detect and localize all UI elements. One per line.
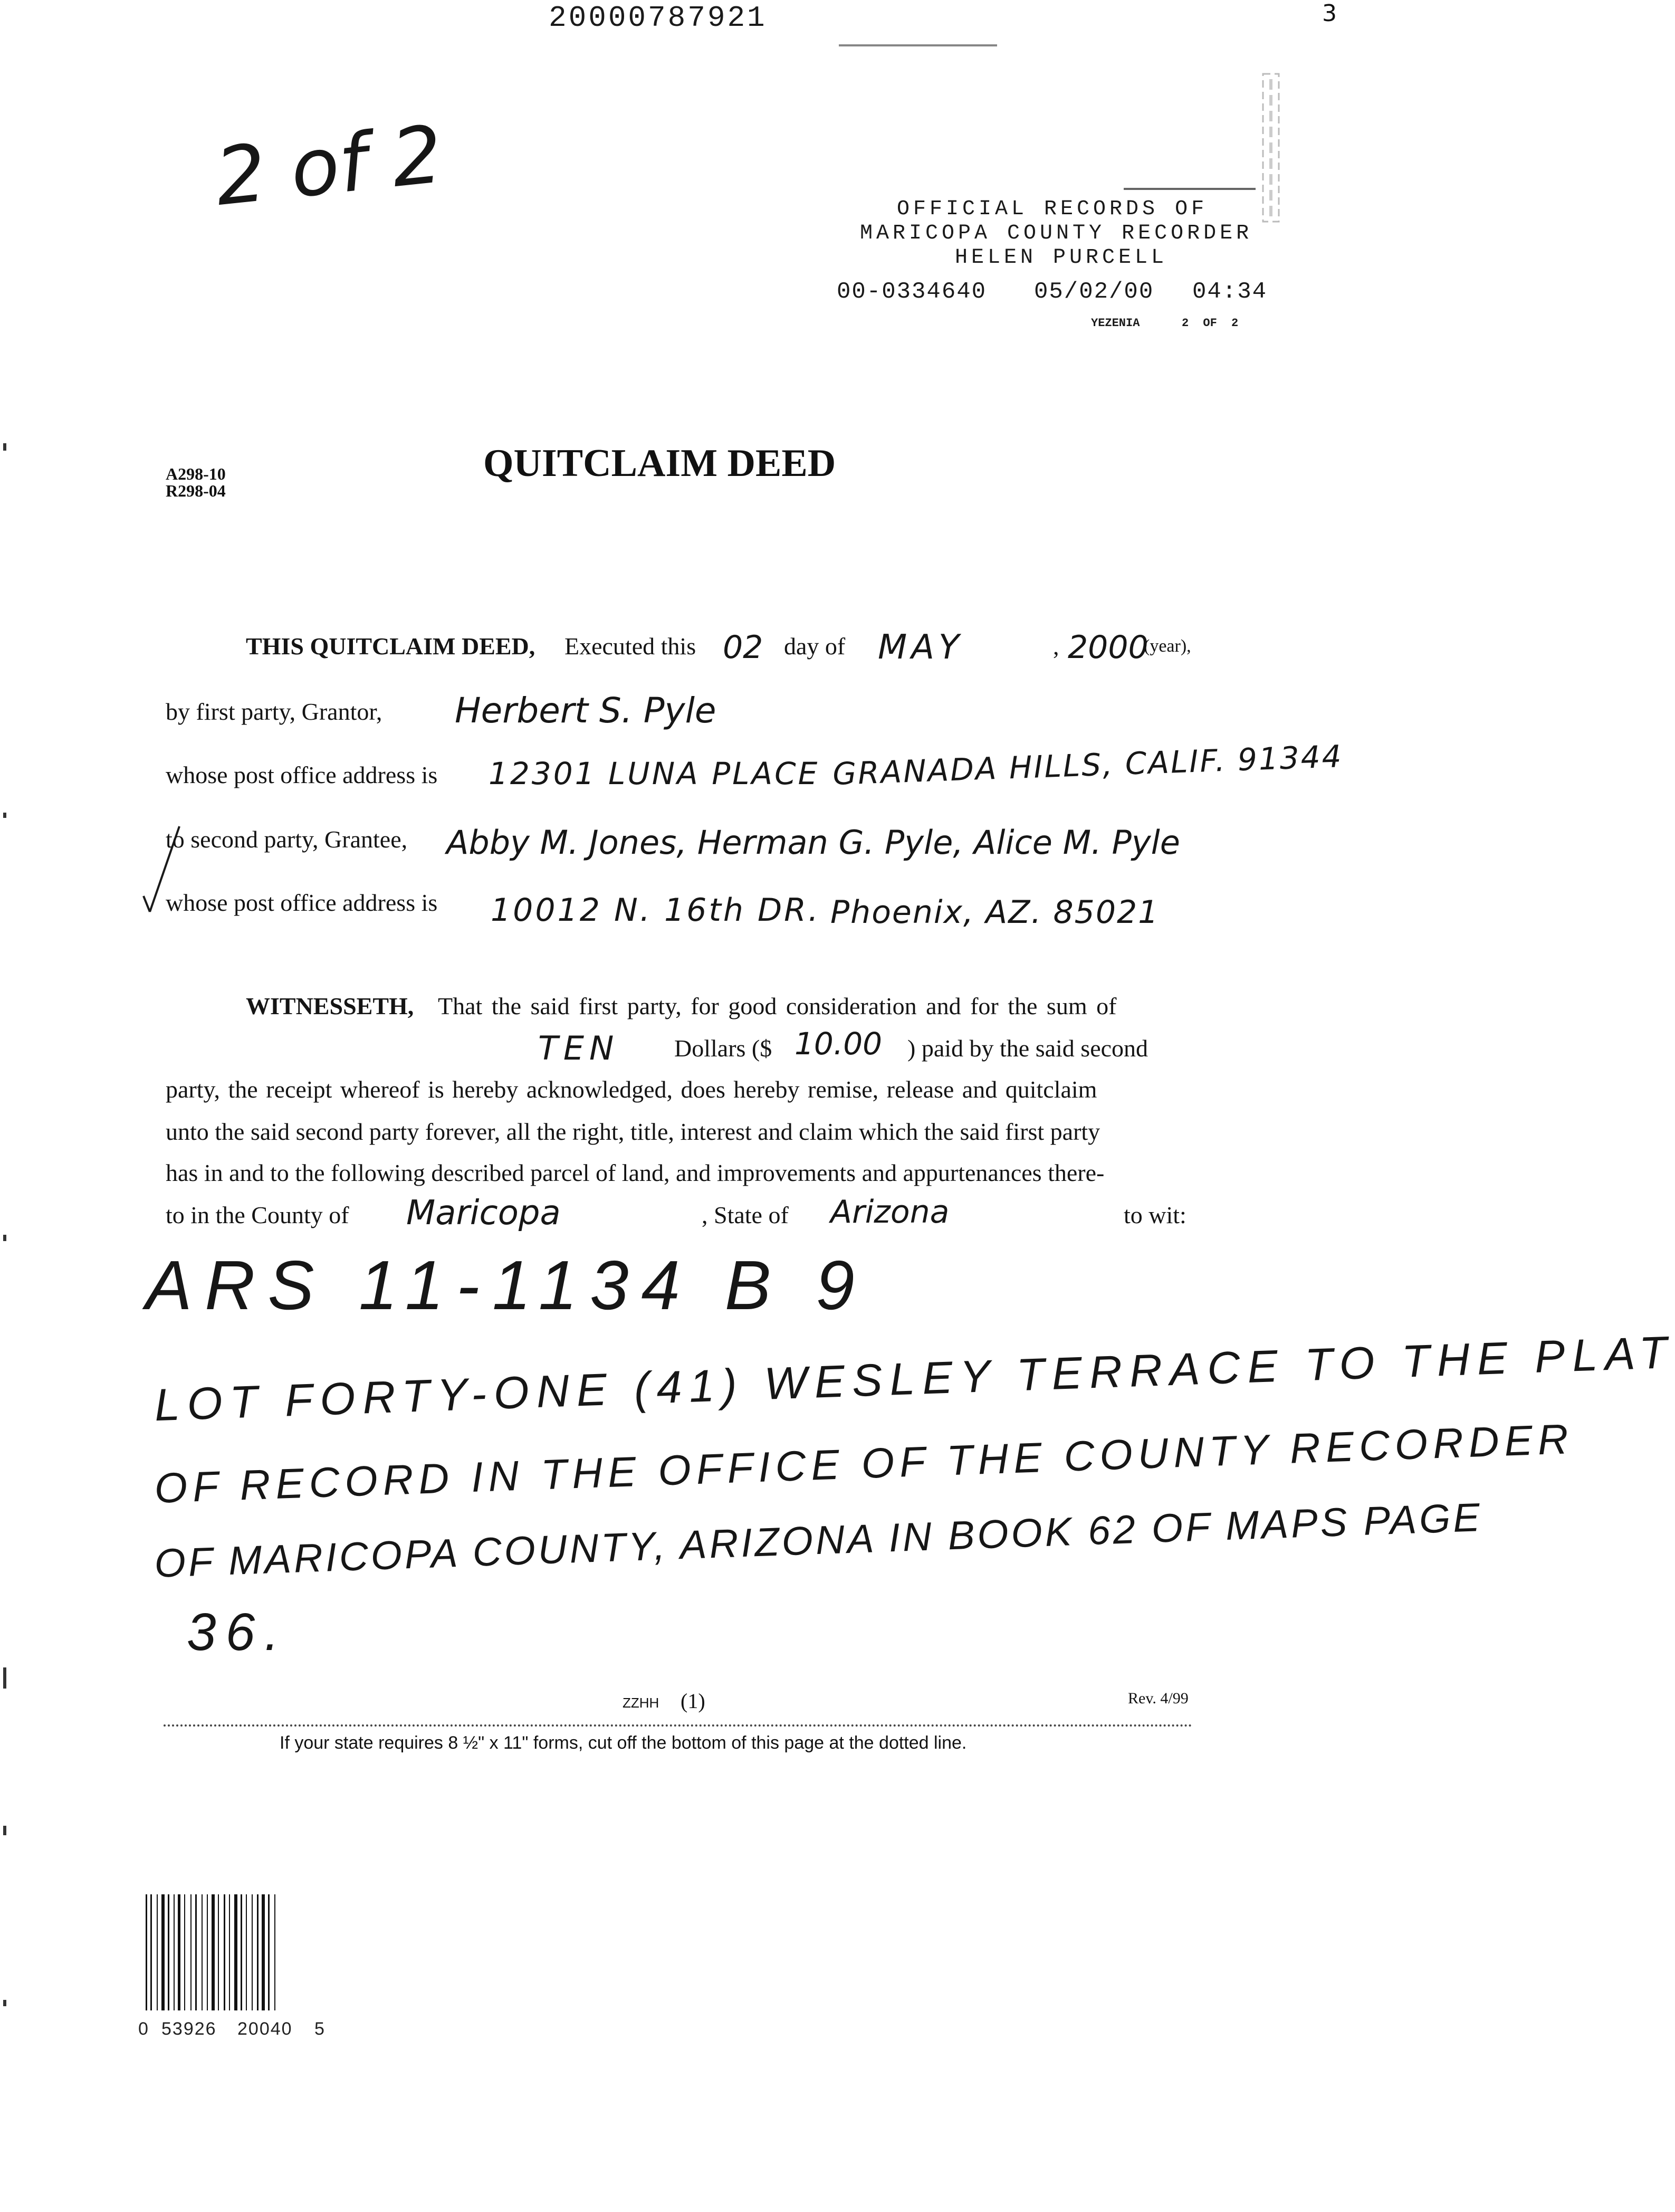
- barcode-bars: [141, 1894, 347, 2016]
- barcode-right-digit: 5: [314, 2019, 324, 2039]
- amount-figure: 10.00: [795, 1026, 883, 1062]
- legal-description-line-2: OF RECORD IN THE OFFICE OF THE COUNTY RECORDER: [154, 1415, 1574, 1512]
- edge-scan-mark: [3, 2000, 6, 2006]
- execution-day: 02: [723, 629, 763, 666]
- grantor-address-label: whose post office address is: [166, 761, 438, 788]
- grantee-names: Abby M. Jones, Herman G. Pyle, Alice M. Pyle: [446, 823, 1180, 862]
- execution-text-2: day of: [784, 633, 846, 660]
- state-name: Arizona: [830, 1194, 950, 1231]
- form-code-2: R298-04: [166, 481, 226, 500]
- barcode-group-1: 53926: [161, 2019, 217, 2039]
- grantor-label: by first party, Grantor,: [166, 698, 382, 725]
- page-title: QUITCLAIM DEED: [483, 442, 836, 485]
- grantor-address-city: GRANADA HILLS, CALIF. 91344: [832, 738, 1344, 792]
- legal-description-line-4: 36.: [187, 1603, 289, 1662]
- county-label: to in the County of: [166, 1202, 349, 1228]
- document-number: 20000787921: [549, 1, 767, 35]
- grantee-label: to second party, Grantee,: [166, 826, 408, 853]
- sheet-note: 2 of 2: [211, 108, 447, 224]
- grantor-address-line: 12301 LUNA PLACE: [489, 756, 820, 792]
- witnesseth-line-4: unto the said second party forever, all the right, title, interest and claim which the said first party: [166, 1118, 1100, 1145]
- recording-date: 05/02/00: [1034, 279, 1154, 305]
- amount-words: TEN: [538, 1029, 619, 1067]
- edge-scan-mark: [3, 1826, 6, 1835]
- execution-text-1: Executed this: [564, 633, 696, 660]
- execution-month: MAY: [878, 628, 964, 667]
- legal-description-line-1: LOT FORTY-ONE (41) WESLEY TERRACE TO THE PLAT: [154, 1327, 1675, 1431]
- grantee-address-city: Phoenix, AZ. 85021: [830, 894, 1160, 931]
- page-of: 2 OF 2: [1182, 317, 1239, 330]
- edge-scan-mark: [3, 1235, 6, 1241]
- scan-artifact: [839, 44, 997, 46]
- legal-description-line-3: OF MARICOPA COUNTY, ARIZONA IN BOOK 62 OF MAPS PAGE: [154, 1495, 1483, 1586]
- statute-reference: ARS 11-1134 B 9: [146, 1246, 867, 1324]
- to-wit: to wit:: [1124, 1202, 1186, 1228]
- barcode: [141, 1894, 347, 2016]
- stamp-rule: [1124, 188, 1256, 190]
- footer-revision: Rev. 4/99: [1128, 1690, 1189, 1707]
- dollars-label: Dollars ($: [674, 1035, 772, 1062]
- execution-year-label: (year),: [1144, 636, 1191, 656]
- instrument-number: 00-0334640: [837, 279, 987, 305]
- witnesseth-line-2-end: ) paid by the said second: [907, 1035, 1148, 1062]
- cut-line: [164, 1724, 1192, 1727]
- witnesseth-line-5: has in and to the following described parcel of land, and improvements and appurtenances there-: [166, 1159, 1105, 1186]
- county-name: Maricopa: [406, 1194, 561, 1233]
- stamp-line-1: OFFICIAL RECORDS OF: [897, 197, 1208, 221]
- form-code-1: A298-10: [166, 464, 226, 483]
- barcode-left-digit: 0: [138, 2019, 148, 2039]
- execution-sep: ,: [1053, 633, 1059, 660]
- witnesseth-line-3: party, the receipt whereof is hereby acknowledged, does hereby remise, release and quitclaim: [166, 1076, 1097, 1103]
- stamp-line-2: MARICOPA COUNTY RECORDER: [860, 222, 1253, 245]
- footer-code: ZZHH: [623, 1695, 659, 1711]
- vertical-stamp-mark: [1256, 69, 1287, 227]
- execution-year: 2000: [1068, 629, 1148, 666]
- corner-mark: 3: [1322, 0, 1337, 27]
- witnesseth-lead: WITNESSETH,: [246, 993, 414, 1019]
- cut-instruction: If your state requires 8 ½" x 11" forms, cut off the bottom of this page at the dotted line.: [280, 1733, 967, 1753]
- barcode-group-2: 20040: [237, 2019, 293, 2039]
- stamp-line-3: HELEN PURCELL: [955, 246, 1168, 270]
- witnesseth-line-1: That the said first party, for good consideration and for the sum of: [438, 993, 1117, 1019]
- grantee-address-label: whose post office address is: [166, 889, 438, 916]
- edge-scan-mark: [3, 1667, 6, 1689]
- clerk-name: YEZENIA: [1091, 317, 1140, 330]
- recording-time: 04:34: [1192, 279, 1268, 305]
- state-label: , State of: [702, 1202, 789, 1228]
- grantor-name: Herbert S. Pyle: [455, 690, 716, 731]
- footer-page-number: (1): [681, 1689, 705, 1713]
- grantee-address-line: 10012 N. 16th DR.: [491, 892, 820, 929]
- execution-lead: THIS QUITCLAIM DEED,: [246, 633, 535, 660]
- edge-scan-mark: [3, 813, 6, 818]
- edge-scan-mark: [3, 443, 6, 451]
